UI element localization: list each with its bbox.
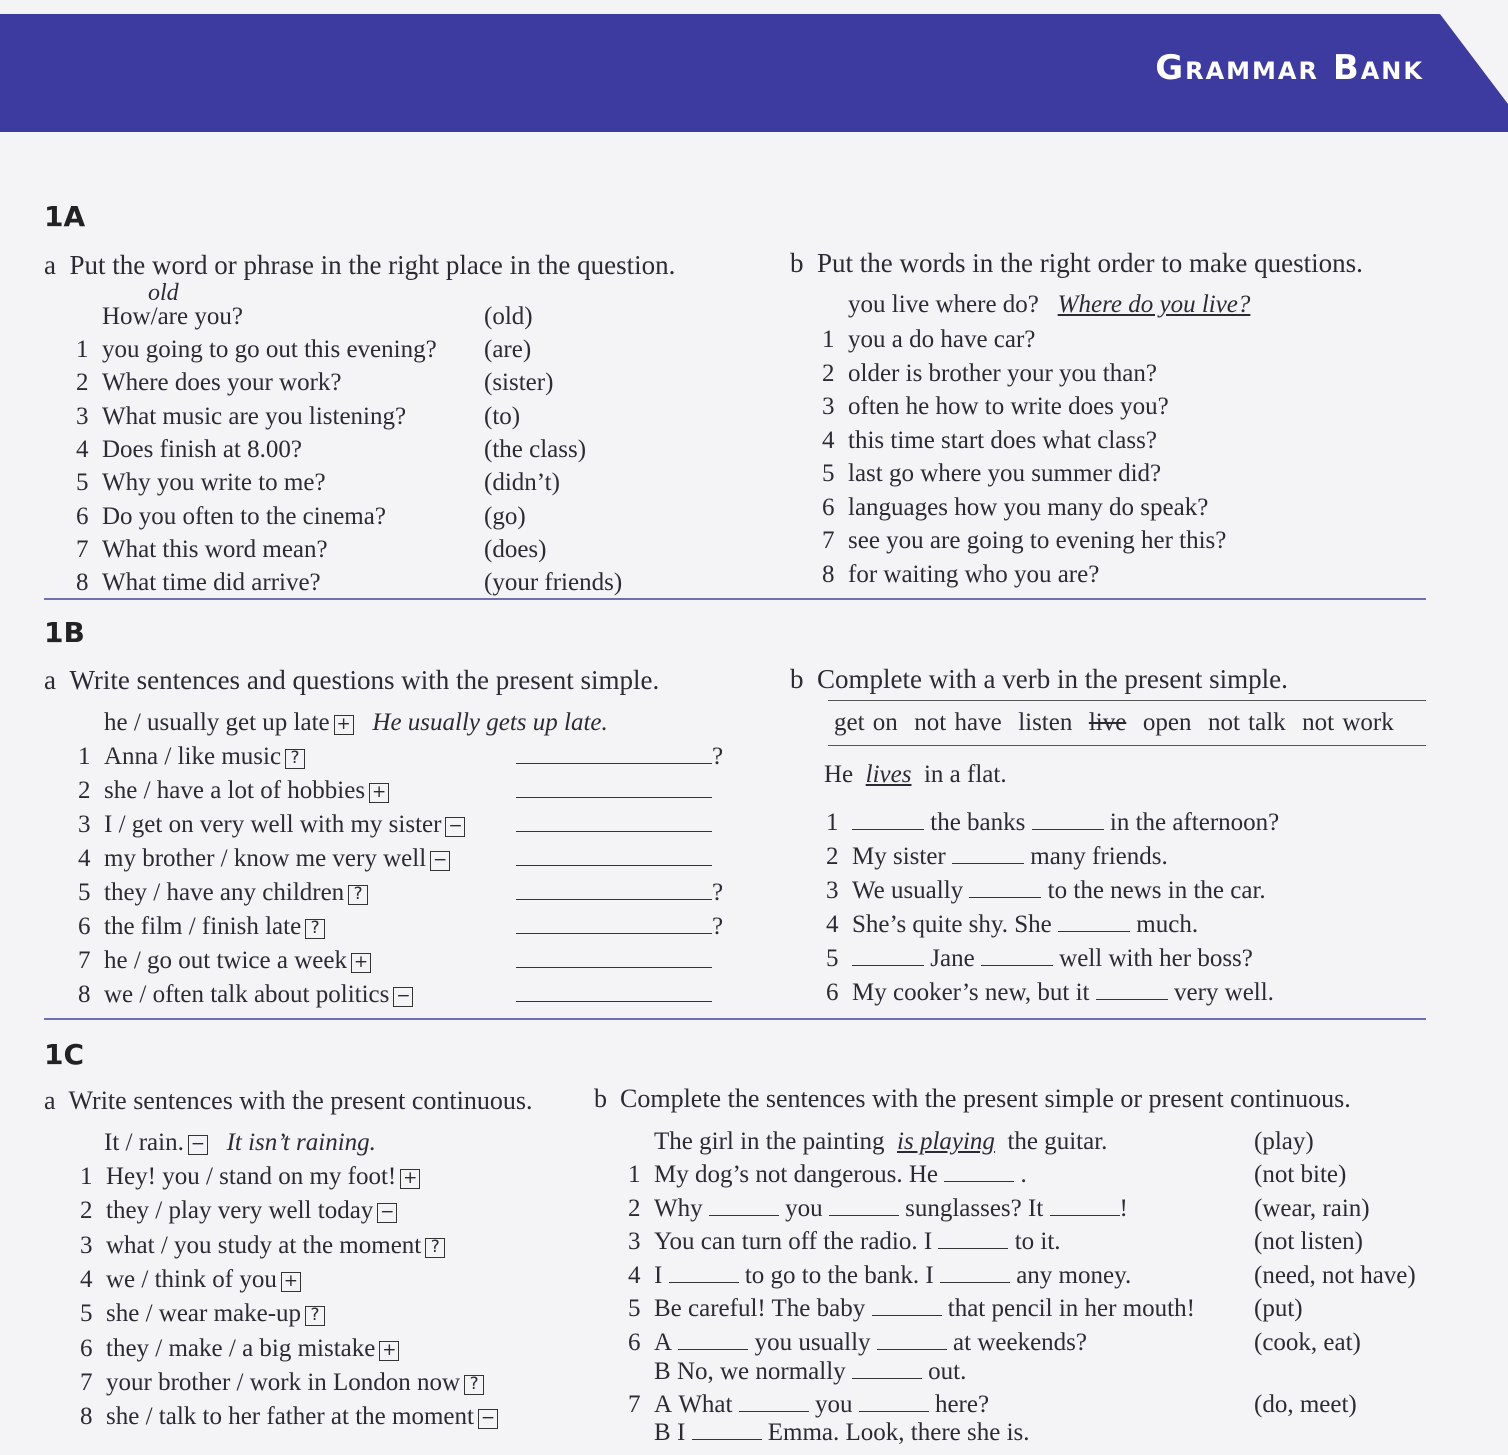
wordbox-item: get on xyxy=(834,709,898,736)
item-text: What time did arrive? xyxy=(102,569,321,597)
item-text: at weekends? xyxy=(953,1329,1087,1356)
item-text: they / play very well today xyxy=(106,1197,374,1225)
exercise-1c-b-example: The girl in the painting is playing the guitar. xyxy=(654,1128,1108,1155)
item-text: my brother / know me very well xyxy=(104,845,427,872)
item-number: 1 xyxy=(628,1161,641,1188)
list-item xyxy=(76,568,321,598)
list-item xyxy=(628,1261,1131,1291)
sign-box: ? xyxy=(464,1375,484,1395)
list-item xyxy=(80,1162,420,1192)
item-text: Where does your work? xyxy=(102,369,342,397)
list-item xyxy=(76,435,302,465)
item-word: (to) xyxy=(484,402,521,430)
section-label-1c: 1C xyxy=(44,1038,85,1071)
item-number: 4 xyxy=(628,1262,641,1289)
item-number: 5 xyxy=(76,469,89,497)
list-item xyxy=(78,844,450,874)
list-item xyxy=(78,810,465,840)
exercise-1b-a-instruction: a Write sentences and questions with the present simple. xyxy=(44,665,660,695)
list-item xyxy=(826,842,1168,872)
item-number: 7 xyxy=(822,527,835,554)
answer-blank xyxy=(1050,1198,1120,1216)
item-number: 6 xyxy=(76,502,89,530)
item-word: (your friends) xyxy=(484,569,623,597)
answer-blank xyxy=(516,746,712,764)
answer-line xyxy=(516,844,712,874)
speaker-label: A xyxy=(654,1329,673,1356)
item-number: 6 xyxy=(78,913,91,940)
item-text: in the afternoon? xyxy=(1109,809,1280,836)
list-item xyxy=(628,1160,1027,1190)
list-item xyxy=(628,1328,1087,1358)
list-item xyxy=(78,742,305,772)
item-number: 7 xyxy=(76,535,89,563)
list-item xyxy=(628,1294,1195,1324)
item-word: (does) xyxy=(484,535,547,563)
item-number: 4 xyxy=(78,845,91,872)
item-number: 1 xyxy=(78,743,91,770)
item-text: You can turn off the radio. I xyxy=(654,1228,933,1255)
list-item xyxy=(826,944,1253,974)
item-text: I / get on very well with my sister xyxy=(104,811,442,838)
wordbox-item: listen xyxy=(1018,709,1073,736)
item-text: they / make / a big mistake xyxy=(106,1334,376,1362)
word-box xyxy=(834,708,1394,738)
item-text: often he how to write does you? xyxy=(848,393,1169,420)
item-text: She’s quite shy. She xyxy=(852,911,1052,938)
answer-blank xyxy=(877,1332,947,1350)
speaker-label: B xyxy=(654,1358,671,1385)
item-text: to it. xyxy=(1014,1228,1061,1255)
answer-line xyxy=(516,742,723,772)
item-word: (are) xyxy=(484,336,532,363)
list-item xyxy=(628,1194,1128,1224)
item-number: 8 xyxy=(78,981,91,1008)
item-word: (the class) xyxy=(484,435,587,463)
answer-blank xyxy=(669,1265,739,1283)
item-text: Do you often to the cinema? xyxy=(102,502,386,530)
sign-box: + xyxy=(369,783,389,803)
item-word: (sister) xyxy=(484,369,554,397)
item-text: We usually xyxy=(852,877,964,904)
answer-blank xyxy=(981,948,1053,966)
list-item xyxy=(78,912,325,942)
item-number: 3 xyxy=(80,1231,93,1259)
list-item xyxy=(822,493,1208,523)
item-text: sunglasses? It xyxy=(905,1195,1044,1222)
sign-box: − xyxy=(377,1203,397,1223)
answer-blank xyxy=(872,1298,942,1316)
list-item xyxy=(76,502,386,532)
item-text: I xyxy=(654,1262,663,1289)
item-number: 3 xyxy=(76,402,89,430)
list-item xyxy=(826,978,1274,1008)
item-text: she / talk to her father at the moment xyxy=(106,1403,474,1431)
item-number: 2 xyxy=(76,369,89,397)
exercise-1a-b-instruction: b Put the words in the right order to make questions. xyxy=(790,248,1363,278)
list-item xyxy=(80,1196,397,1226)
item-text: What xyxy=(678,1391,733,1418)
list-item xyxy=(822,392,1169,422)
list-item xyxy=(76,335,437,365)
item-number: 4 xyxy=(80,1265,93,1293)
list-item xyxy=(628,1390,989,1420)
list-item xyxy=(822,359,1157,389)
item-text: Anna / like music xyxy=(104,743,282,770)
example-word: (old) xyxy=(484,303,533,330)
section-divider xyxy=(44,1018,1426,1020)
answer-blank xyxy=(940,1265,1010,1283)
item-word: (didn’t) xyxy=(484,469,560,497)
section-label-1b: 1B xyxy=(44,616,85,649)
verb-hint: (not listen) xyxy=(1254,1228,1364,1255)
item-number: 2 xyxy=(78,777,91,804)
item-number: 3 xyxy=(78,811,91,838)
wordbox-item: live xyxy=(1088,709,1127,736)
item-text: last go where you summer did? xyxy=(848,460,1162,487)
answer-blank xyxy=(1032,812,1104,830)
item-text: My sister xyxy=(852,843,946,870)
item-text: that pencil in her mouth! xyxy=(947,1295,1195,1322)
item-number: 5 xyxy=(826,945,839,972)
item-text: ! xyxy=(1119,1195,1128,1222)
list-item xyxy=(822,459,1161,489)
verb-hint: (put) xyxy=(1254,1295,1303,1322)
sign-box: ? xyxy=(348,885,368,905)
answer-blank xyxy=(516,882,712,900)
item-number: 5 xyxy=(628,1295,641,1322)
item-text: you usually xyxy=(754,1329,871,1356)
wordbox-item: open xyxy=(1142,709,1192,736)
sign-box: − xyxy=(393,987,413,1007)
item-number: 5 xyxy=(822,460,835,487)
list-item xyxy=(822,325,1035,355)
answer-line xyxy=(516,878,723,908)
answer-blank xyxy=(692,1422,762,1440)
answer-blank xyxy=(1058,914,1130,932)
item-text: you xyxy=(814,1391,853,1418)
wordbox-item: not work xyxy=(1302,709,1394,736)
item-text: What this word mean? xyxy=(102,535,328,563)
item-text: I xyxy=(676,1419,686,1446)
item-number: 5 xyxy=(78,879,91,906)
sign-box: − xyxy=(188,1135,208,1155)
list-item xyxy=(628,1227,1061,1257)
verb-hint: (need, not have) xyxy=(1254,1262,1416,1289)
exercise-1b-b-example: He lives in a flat. xyxy=(824,761,1007,788)
item-text: you xyxy=(785,1195,823,1222)
answer-blank xyxy=(739,1394,809,1412)
item-end: ? xyxy=(712,743,724,770)
item-text: they / have any children xyxy=(104,879,345,906)
list-item xyxy=(628,1357,966,1387)
item-text: What music are you listening? xyxy=(102,402,407,430)
section-label-1a: 1A xyxy=(44,200,86,233)
item-text: this time start does what class? xyxy=(848,426,1157,454)
answer-blank xyxy=(852,1361,922,1379)
item-number: 1 xyxy=(80,1163,93,1190)
list-item xyxy=(826,808,1279,838)
item-text: No, we normally xyxy=(676,1358,846,1385)
item-text: Hey! you / stand on my foot! xyxy=(106,1163,397,1190)
item-number: 2 xyxy=(628,1195,641,1222)
item-text: you going to go out this evening? xyxy=(102,336,437,363)
list-item xyxy=(80,1265,301,1295)
item-text: Does finish at 8.00? xyxy=(102,435,302,463)
list-item xyxy=(78,776,389,806)
item-number: 7 xyxy=(628,1391,641,1418)
item-number: 4 xyxy=(76,435,89,463)
sign-box: ? xyxy=(285,749,305,769)
item-text: she / have a lot of hobbies xyxy=(104,777,366,804)
item-number: 3 xyxy=(826,877,839,904)
answer-blank xyxy=(852,812,924,830)
item-number: 6 xyxy=(80,1334,93,1362)
verb-hint: (not bite) xyxy=(1254,1161,1347,1188)
answer-blank xyxy=(944,1164,1014,1182)
sign-box: + xyxy=(400,1169,420,1189)
answer-blank xyxy=(852,948,924,966)
item-end: ? xyxy=(712,913,724,940)
item-text: Jane xyxy=(930,945,975,972)
item-text: to the news in the car. xyxy=(1047,877,1266,904)
item-number: 7 xyxy=(80,1368,93,1396)
sign-box: ? xyxy=(305,919,325,939)
item-text: Why you write to me? xyxy=(102,469,326,497)
item-text: what / you study at the moment xyxy=(106,1231,422,1259)
exercise-1b-a-example: he / usually get up late + He usually gets up late. xyxy=(104,709,608,736)
item-text: he / go out twice a week xyxy=(104,947,347,974)
answer-blank xyxy=(859,1394,929,1412)
answer-blank xyxy=(952,846,1024,864)
list-item xyxy=(76,468,326,498)
list-item xyxy=(822,560,1099,590)
list-item xyxy=(628,1418,1030,1448)
item-text: older is brother your you than? xyxy=(848,359,1157,387)
answer-blank xyxy=(516,814,712,832)
list-item xyxy=(826,876,1266,906)
item-word: (go) xyxy=(484,502,526,530)
item-number: 8 xyxy=(822,560,835,588)
item-text: here? xyxy=(934,1391,990,1418)
list-item xyxy=(822,426,1157,456)
list-item xyxy=(826,910,1198,940)
answer-blank xyxy=(516,984,712,1002)
verb-hint: (do, meet) xyxy=(1254,1391,1357,1418)
item-number: 3 xyxy=(822,393,835,420)
wordbox-item: not have xyxy=(914,709,1002,736)
list-item xyxy=(80,1334,399,1364)
item-text: the film / finish late xyxy=(104,913,302,940)
wordbox-bottom-line xyxy=(828,745,1426,746)
answer-blank xyxy=(938,1231,1008,1249)
wordbox-item: not talk xyxy=(1207,709,1286,736)
item-text: Emma. Look, there she is. xyxy=(767,1419,1030,1446)
answer-blank xyxy=(516,780,712,798)
item-text: My dog’s not dangerous. He xyxy=(654,1161,938,1188)
item-number: 4 xyxy=(826,911,839,938)
item-text: Why xyxy=(654,1195,703,1222)
exercise-1a-b-example: you live where do? Where do you live? xyxy=(848,291,1251,318)
item-text: the banks xyxy=(930,809,1026,836)
list-item xyxy=(76,402,406,432)
item-number: 4 xyxy=(822,426,835,454)
item-number: 2 xyxy=(822,359,835,387)
item-text: languages how you many do speak? xyxy=(848,493,1209,521)
answer-blank xyxy=(1096,982,1168,1000)
item-number: 2 xyxy=(826,843,839,870)
item-number: 8 xyxy=(76,569,89,597)
answer-blank xyxy=(969,880,1041,898)
item-text: many friends. xyxy=(1030,843,1168,870)
item-text: . xyxy=(1020,1161,1027,1188)
list-item xyxy=(78,980,413,1010)
item-number: 6 xyxy=(826,979,839,1006)
item-number: 5 xyxy=(80,1300,93,1328)
item-number: 3 xyxy=(628,1228,641,1255)
list-item xyxy=(78,878,368,908)
answer-blank xyxy=(829,1198,899,1216)
item-number: 1 xyxy=(826,809,839,836)
item-number: 6 xyxy=(628,1329,641,1356)
item-number: 1 xyxy=(822,326,835,353)
sign-box: + xyxy=(334,715,354,735)
item-end: ? xyxy=(712,879,724,906)
speaker-label: B xyxy=(654,1419,671,1446)
list-item xyxy=(822,526,1226,556)
sign-box: − xyxy=(478,1409,498,1429)
item-text: you a do have car? xyxy=(848,326,1036,353)
item-number: 1 xyxy=(76,336,89,363)
item-text: much. xyxy=(1136,911,1199,938)
answer-line xyxy=(516,776,712,806)
item-number: 7 xyxy=(78,947,91,974)
list-item xyxy=(80,1231,445,1261)
exercise-1c-a-example: It / rain. − It isn’t raining. xyxy=(104,1129,376,1156)
item-text: very well. xyxy=(1173,979,1274,1006)
sign-box: + xyxy=(379,1341,399,1361)
list-item xyxy=(80,1368,484,1398)
answer-line xyxy=(516,810,712,840)
verb-hint: (play) xyxy=(1254,1128,1314,1155)
sign-box: + xyxy=(351,953,371,973)
item-text: to go to the bank. I xyxy=(744,1262,934,1289)
answer-line xyxy=(516,946,712,976)
speaker-label: A xyxy=(654,1391,673,1418)
sign-box: ? xyxy=(305,1306,325,1326)
wordbox-top-line xyxy=(828,700,1426,701)
item-text: out. xyxy=(928,1358,967,1385)
answer-line xyxy=(516,912,723,942)
item-number: 2 xyxy=(80,1197,93,1225)
item-number: 6 xyxy=(822,493,835,521)
item-text: we / often talk about politics xyxy=(104,981,390,1008)
item-text: your brother / work in London now xyxy=(106,1368,461,1396)
verb-hint: (cook, eat) xyxy=(1254,1329,1361,1356)
item-text: we / think of you xyxy=(106,1265,277,1293)
inserted-word: old xyxy=(148,280,179,306)
item-text: Be careful! The baby xyxy=(654,1295,866,1322)
item-number: 8 xyxy=(80,1403,93,1431)
page-title: Grammar Bank xyxy=(1155,48,1424,88)
exercise-1a-a-example: How/are you? xyxy=(102,303,243,330)
exercise-1c-b-instruction: b Complete the sentences with the present simple or present continuous. xyxy=(594,1084,1351,1113)
list-item xyxy=(80,1299,325,1329)
item-text: see you are going to evening her this? xyxy=(848,527,1227,554)
answer-blank xyxy=(516,848,712,866)
sign-box: ? xyxy=(425,1238,445,1258)
list-item xyxy=(80,1402,498,1432)
list-item xyxy=(76,368,342,398)
list-item xyxy=(76,535,328,565)
answer-blank xyxy=(678,1332,748,1350)
verb-hint: (wear, rain) xyxy=(1254,1195,1370,1222)
item-text: well with her boss? xyxy=(1059,945,1253,972)
item-text: My cooker’s new, but it xyxy=(852,979,1090,1006)
answer-blank xyxy=(516,950,712,968)
item-text: any money. xyxy=(1016,1262,1132,1289)
sign-box: + xyxy=(281,1272,301,1292)
section-divider xyxy=(44,598,1426,600)
item-text: for waiting who you are? xyxy=(848,560,1100,588)
exercise-1a-a-instruction: a Put the word or phrase in the right place in the question. xyxy=(44,250,676,280)
item-text: she / wear make-up xyxy=(106,1300,302,1328)
answer-line xyxy=(516,980,712,1010)
sign-box: − xyxy=(430,851,450,871)
answer-blank xyxy=(516,916,712,934)
sign-box: − xyxy=(445,817,465,837)
list-item xyxy=(78,946,371,976)
exercise-1c-a-instruction: a Write sentences with the present continuous. xyxy=(44,1086,533,1115)
answer-blank xyxy=(709,1198,779,1216)
exercise-1b-b-instruction: b Complete with a verb in the present simple. xyxy=(790,664,1288,694)
